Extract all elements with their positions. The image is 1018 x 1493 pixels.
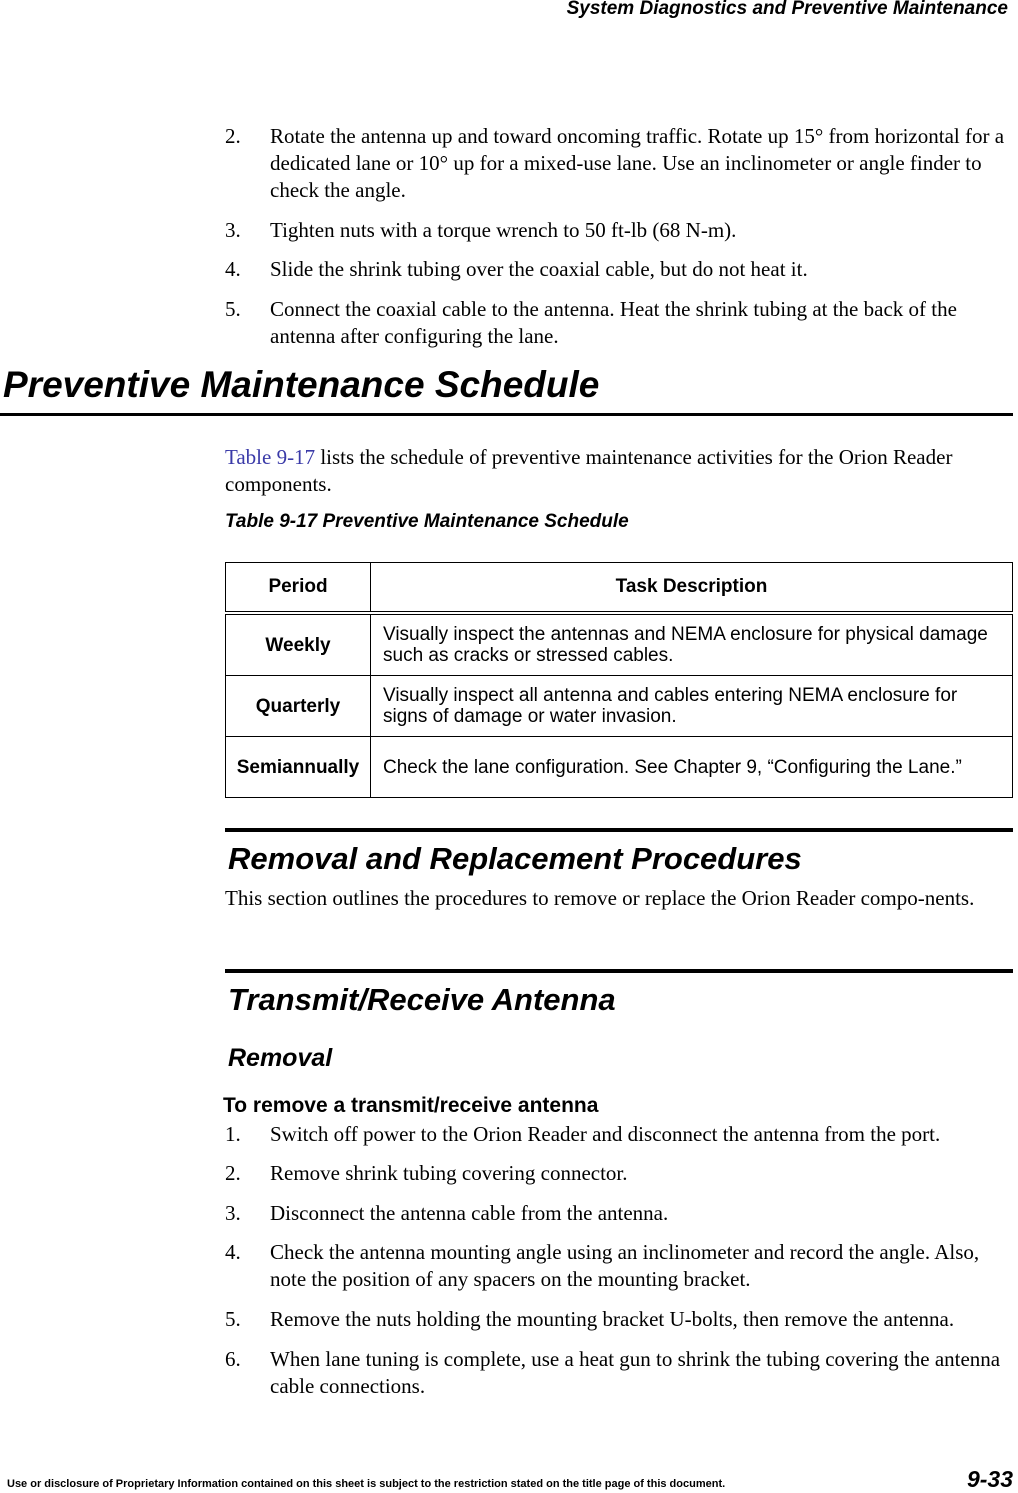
section-rule: [225, 969, 1013, 973]
list-item: [225, 1160, 1015, 1187]
step-text: When lane tuning is complete, use a heat gun to shrink the tubing covering the antenna cable connections.: [270, 1347, 1001, 1398]
task-cell: Visually inspect all antenna and cables entering NEMA enclosure for signs of damage or water invasion.: [371, 676, 1013, 737]
step-text: Disconnect the antenna cable from the antenna.: [270, 1201, 669, 1225]
intro-paragraph: [225, 444, 1015, 498]
step-number: 2.: [225, 124, 241, 148]
step-number: 5.: [225, 1307, 241, 1331]
step-text: Rotate the antenna up and toward oncoming traffic. Rotate up 15° from horizontal for a dedicated lane or 10° up for a mixed-use lane. Use an inclinometer or angle finder to check the angle.: [270, 124, 1005, 202]
list-item: [225, 1121, 1015, 1148]
page-number: 9-33: [966, 1466, 1013, 1492]
list-item: [225, 123, 1015, 204]
footer-notice: Use or disclosure of Proprietary Information contained on this sheet is subject to the restriction stated on the title page of this document.: [7, 1478, 726, 1490]
antenna-title: Transmit/Receive Antenna: [228, 982, 616, 1017]
step-text: Tighten nuts with a torque wrench to 50 ft-lb (68 N-m).: [270, 218, 737, 242]
section-title: Preventive Maintenance Schedule: [3, 364, 600, 405]
intro-text: lists the schedule of preventive maintenance activities for the Orion Reader components.: [225, 445, 953, 496]
header-period: Period: [226, 563, 371, 614]
table-row: [226, 737, 1013, 798]
list-item: [225, 1346, 1015, 1400]
step-number: 4.: [225, 1240, 241, 1264]
running-header: System Diagnostics and Preventive Maintenance: [566, 0, 1008, 19]
step-number: 6.: [225, 1347, 241, 1371]
period-cell: Weekly: [226, 613, 371, 676]
removal-subtitle: Removal: [228, 1044, 333, 1072]
list-item: [225, 1239, 1015, 1293]
removal-title: Removal and Replacement Procedures: [228, 841, 802, 876]
step-text: Check the antenna mounting angle using an inclinometer and record the angle. Also, note the position of any spacers on the mounting bracket.: [270, 1240, 980, 1291]
table-caption: Table 9-17 Preventive Maintenance Schedule: [225, 511, 629, 532]
period-cell: Semiannually: [226, 737, 371, 798]
removal-paragraph: This section outlines the procedures to remove or replace the Orion Reader compo-nents.: [225, 886, 975, 910]
step-number: 3.: [225, 1201, 241, 1225]
procedure-title: To remove a transmit/receive antenna: [223, 1094, 599, 1117]
step-number: 1.: [225, 1122, 241, 1146]
step-number: 4.: [225, 257, 241, 281]
table-row: [226, 676, 1013, 737]
list-item: [225, 296, 1015, 350]
list-item: [225, 1306, 1015, 1333]
step-text: Switch off power to the Orion Reader and disconnect the antenna from the port.: [270, 1122, 941, 1146]
step-text: Remove shrink tubing covering connector.: [270, 1161, 628, 1185]
table-link[interactable]: Table 9-17: [225, 445, 316, 469]
step-number: 2.: [225, 1161, 241, 1185]
step-text: Connect the coaxial cable to the antenna. Heat the shrink tubing at the back of the antenna after configuring the lane.: [270, 297, 957, 348]
step-number: 3.: [225, 218, 241, 242]
table-row: [226, 613, 1013, 676]
section-rule: [0, 413, 1013, 416]
task-cell: Check the lane configuration. See Chapter 9, “Configuring the Lane.”: [371, 737, 1013, 798]
step-text: Slide the shrink tubing over the coaxial cable, but do not heat it.: [270, 257, 808, 281]
list-item: [225, 217, 1015, 244]
step-number: 5.: [225, 297, 241, 321]
maintenance-table: [225, 562, 1013, 798]
section-rule: [225, 828, 1013, 832]
period-cell: Quarterly: [226, 676, 371, 737]
list-item: [225, 1200, 1015, 1227]
header-task: Task Description: [371, 563, 1013, 614]
list-item: [225, 256, 1015, 283]
table-header-row: [226, 563, 1013, 614]
step-text: Remove the nuts holding the mounting bracket U-bolts, then remove the antenna.: [270, 1307, 955, 1331]
task-cell: Visually inspect the antennas and NEMA enclosure for physical damage such as cracks or stressed cables.: [371, 613, 1013, 676]
